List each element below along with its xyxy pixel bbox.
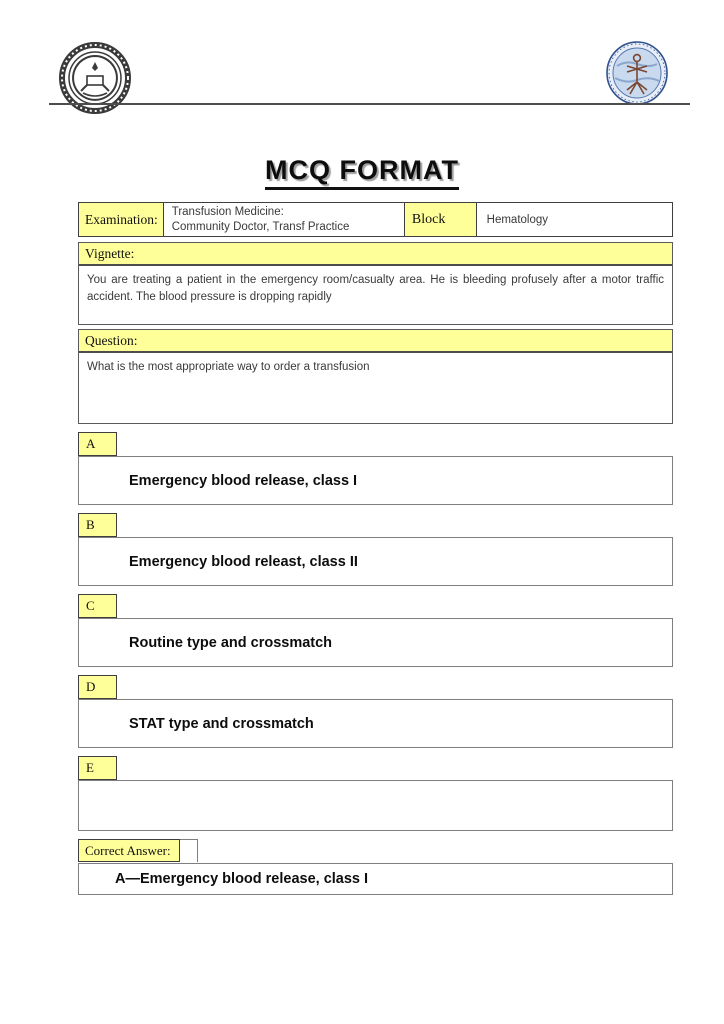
question-section	[78, 329, 673, 424]
option-a-letter: A	[78, 432, 117, 456]
option-d-text: STAT type and crossmatch	[78, 699, 673, 748]
option-a	[78, 432, 673, 505]
option-d	[78, 675, 673, 748]
option-c	[78, 594, 673, 667]
option-c-text: Routine type and crossmatch	[78, 618, 673, 667]
examination-value-line2: Community Doctor, Transf Practice	[171, 220, 350, 233]
option-e-letter: E	[78, 756, 117, 780]
examination-value	[164, 203, 405, 236]
correct-answer-text: A—Emergency blood release, class I	[78, 863, 673, 895]
vignette-section	[78, 242, 673, 325]
correct-answer-tab-extension	[180, 839, 198, 862]
correct-answer-label: Correct Answer:	[78, 839, 180, 862]
question-text: What is the most appropriate way to order a transfusion	[79, 353, 672, 423]
option-e	[78, 756, 673, 831]
college-seal-logo	[605, 40, 669, 106]
block-label: Block	[405, 203, 477, 236]
option-c-letter: C	[78, 594, 117, 618]
header-divider-line	[49, 103, 690, 105]
option-d-letter: D	[78, 675, 117, 699]
option-b-text: Emergency blood releast, class II	[78, 537, 673, 586]
option-b-letter: B	[78, 513, 117, 537]
option-e-text	[78, 780, 673, 831]
option-b	[78, 513, 673, 586]
page-title: MCQ FORMAT	[265, 156, 459, 190]
option-a-text: Emergency blood release, class I	[78, 456, 673, 505]
exam-info-table	[78, 202, 673, 237]
block-value: Hematology	[486, 213, 549, 226]
examination-label: Examination:	[79, 203, 164, 236]
question-label: Question:	[79, 330, 672, 353]
vignette-text: You are treating a patient in the emergency room/casualty area. He is bleeding profusely after a motor traffic accident. The blood pressure is dropping rapidly	[79, 266, 672, 324]
mcq-form	[78, 202, 673, 895]
college-seal-icon	[605, 40, 669, 106]
examination-value-line1: Transfusion Medicine:	[171, 205, 284, 218]
vignette-label: Vignette:	[79, 243, 672, 266]
correct-answer-section	[78, 839, 673, 895]
